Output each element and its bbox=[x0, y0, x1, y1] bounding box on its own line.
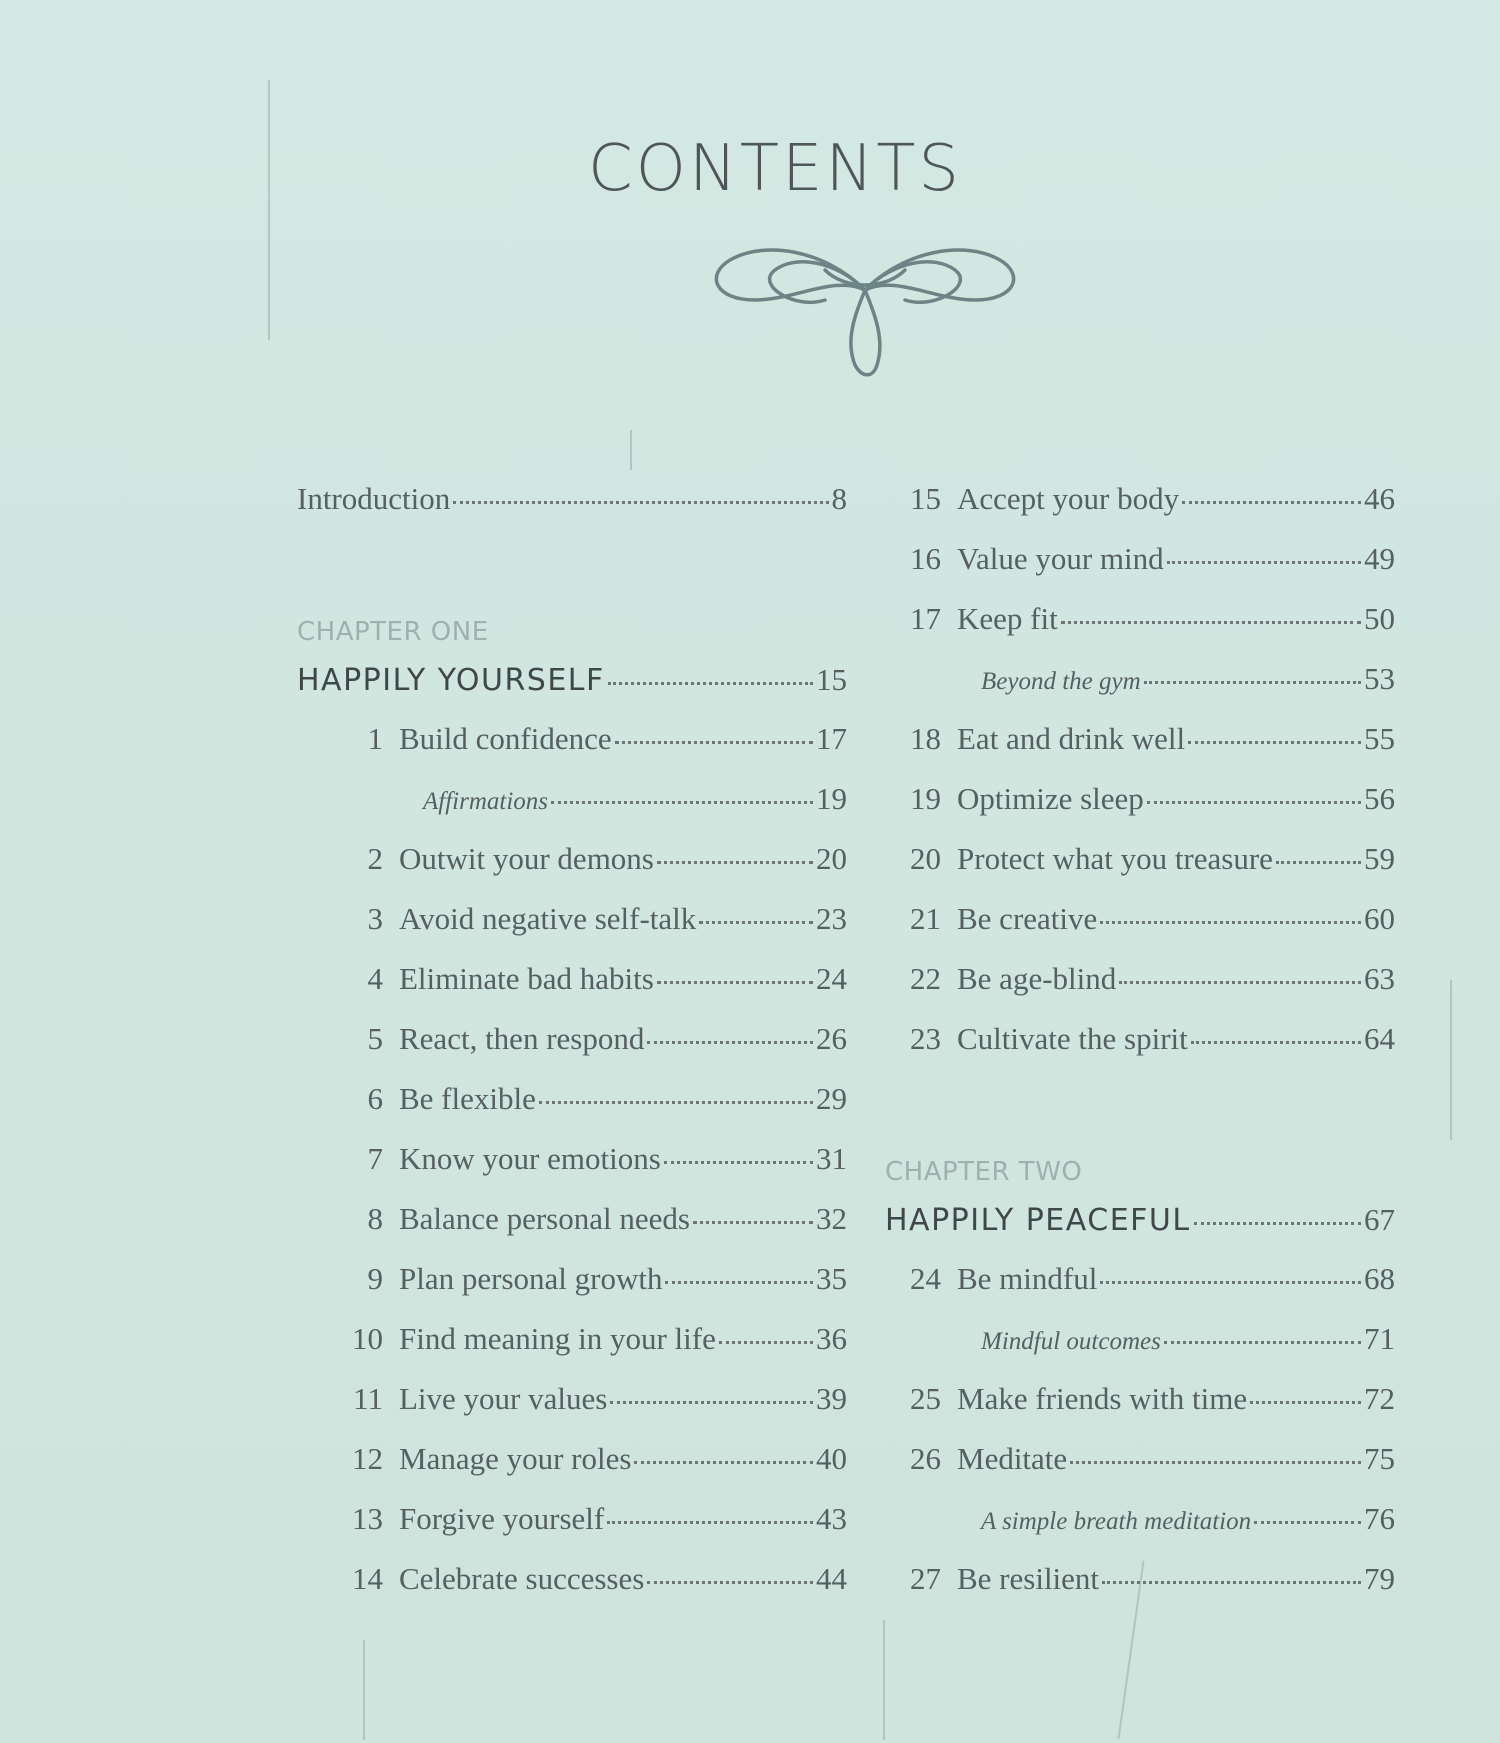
toc-entry[interactable] bbox=[885, 542, 1395, 602]
leader-dots bbox=[1182, 501, 1361, 504]
leader-dots bbox=[634, 1461, 813, 1464]
entry-label: Avoid negative self-talk bbox=[399, 901, 697, 936]
leader-dots bbox=[699, 921, 813, 924]
leader-dots bbox=[610, 1401, 813, 1404]
leader-dots bbox=[1250, 1401, 1361, 1404]
toc-entry[interactable] bbox=[327, 1322, 847, 1382]
toc-entry[interactable] bbox=[327, 1442, 847, 1502]
toc-entry[interactable] bbox=[885, 1022, 1395, 1082]
toc-subentry[interactable] bbox=[885, 662, 1395, 722]
entry-label: Beyond the gym bbox=[981, 668, 1141, 695]
entry-label: Cultivate the spirit bbox=[957, 1021, 1188, 1056]
entry-number: 15 bbox=[910, 481, 941, 516]
toc-subentry[interactable] bbox=[885, 1322, 1395, 1382]
entry-label: Protect what you treasure bbox=[957, 841, 1273, 876]
entry-page: 64 bbox=[1364, 1021, 1395, 1056]
entry-page: 71 bbox=[1364, 1321, 1395, 1356]
toc-entry[interactable] bbox=[327, 1382, 847, 1442]
leader-dots bbox=[1070, 1461, 1361, 1464]
entry-label: Build confidence bbox=[399, 721, 612, 756]
leader-dots bbox=[1100, 1281, 1361, 1284]
entry-label: Mindful outcomes bbox=[981, 1328, 1161, 1355]
toc-entry[interactable] bbox=[885, 1442, 1395, 1502]
leader-dots bbox=[1254, 1521, 1361, 1524]
entry-page: 79 bbox=[1364, 1561, 1395, 1596]
entry-page: 17 bbox=[816, 721, 847, 756]
leader-dots bbox=[1167, 561, 1361, 564]
entry-number: 18 bbox=[910, 721, 941, 756]
entry-label: Be flexible bbox=[399, 1081, 536, 1116]
chapter-title-label: HAPPILY YOURSELF bbox=[297, 663, 605, 698]
entry-label: Forgive yourself bbox=[399, 1501, 605, 1536]
entry-page: 20 bbox=[816, 841, 847, 876]
toc-entry[interactable] bbox=[327, 1262, 847, 1322]
entry-number: 5 bbox=[367, 1021, 383, 1056]
toc-entry[interactable] bbox=[327, 1022, 847, 1082]
page-title: CONTENTS bbox=[587, 132, 963, 206]
entry-number: 6 bbox=[367, 1081, 383, 1116]
toc-entry[interactable] bbox=[885, 1562, 1395, 1622]
entry-page: 46 bbox=[1364, 481, 1395, 516]
entry-label: Live your values bbox=[399, 1381, 608, 1416]
toc-entry[interactable] bbox=[885, 722, 1395, 782]
toc-entry[interactable] bbox=[327, 1082, 847, 1142]
entry-page: 44 bbox=[816, 1561, 847, 1596]
chapter-title-label: HAPPILY PEACEFUL bbox=[885, 1203, 1191, 1238]
entry-label: Optimize sleep bbox=[957, 781, 1144, 816]
toc-entry[interactable] bbox=[885, 842, 1395, 902]
entry-page: 29 bbox=[816, 1081, 847, 1116]
entry-page: 50 bbox=[1364, 601, 1395, 636]
toc-entry[interactable] bbox=[885, 902, 1395, 962]
leader-dots bbox=[1164, 1341, 1361, 1344]
entry-page: 53 bbox=[1364, 661, 1395, 696]
entry-number: 26 bbox=[910, 1441, 941, 1476]
entry-number: 3 bbox=[367, 901, 383, 936]
entry-page: 49 bbox=[1364, 541, 1395, 576]
entry-number: 13 bbox=[352, 1501, 383, 1536]
toc-entry-list bbox=[885, 482, 1395, 1082]
leader-dots bbox=[665, 1281, 813, 1284]
entry-label: Outwit your demons bbox=[399, 841, 654, 876]
entry-number: 1 bbox=[367, 721, 383, 756]
leader-dots bbox=[551, 801, 813, 804]
entry-label: Eat and drink well bbox=[957, 721, 1186, 756]
toc-entry[interactable] bbox=[885, 962, 1395, 1022]
entry-page: 76 bbox=[1364, 1501, 1395, 1536]
entry-label: Be age-blind bbox=[957, 961, 1117, 996]
entry-label: A simple breath meditation bbox=[981, 1508, 1252, 1535]
leader-dots bbox=[608, 682, 813, 685]
entry-number: 8 bbox=[367, 1201, 383, 1236]
entry-label: Know your emotions bbox=[399, 1141, 661, 1176]
chapter-two-title[interactable] bbox=[885, 1202, 1395, 1262]
entry-label: Find meaning in your life bbox=[399, 1321, 716, 1356]
entry-page: 31 bbox=[816, 1141, 847, 1176]
entry-number: 20 bbox=[910, 841, 941, 876]
entry-number: 25 bbox=[910, 1381, 941, 1416]
entry-label: Meditate bbox=[957, 1441, 1068, 1476]
entry-number: 9 bbox=[367, 1261, 383, 1296]
toc-entry[interactable] bbox=[327, 842, 847, 902]
toc-entry[interactable] bbox=[327, 1202, 847, 1262]
chapter-two-label: CHAPTER TWO bbox=[885, 1157, 1083, 1187]
leader-dots bbox=[1188, 741, 1361, 744]
leader-dots bbox=[647, 1581, 813, 1584]
leader-dots bbox=[693, 1221, 813, 1224]
leader-dots bbox=[647, 1041, 813, 1044]
leader-dots bbox=[1191, 1041, 1361, 1044]
flourish-ornament bbox=[705, 230, 1025, 380]
toc-entry[interactable] bbox=[885, 602, 1395, 662]
entry-label: Introduction bbox=[297, 481, 451, 516]
entry-page: 40 bbox=[816, 1441, 847, 1476]
leader-dots bbox=[1276, 861, 1361, 864]
entry-number: 24 bbox=[910, 1261, 941, 1296]
entry-number: 4 bbox=[367, 961, 383, 996]
entry-number: 10 bbox=[352, 1321, 383, 1356]
entry-label: Balance personal needs bbox=[399, 1201, 690, 1236]
toc-entry[interactable] bbox=[327, 962, 847, 1022]
entry-page: 19 bbox=[816, 781, 847, 816]
leader-dots bbox=[1194, 1222, 1361, 1225]
chapter-page: 15 bbox=[816, 662, 847, 697]
entry-number: 17 bbox=[910, 601, 941, 636]
leader-dots bbox=[657, 861, 813, 864]
entry-label: Eliminate bad habits bbox=[399, 961, 654, 996]
entry-label: Be resilient bbox=[957, 1561, 1100, 1596]
entry-page: 8 bbox=[831, 481, 847, 516]
entry-page: 39 bbox=[816, 1381, 847, 1416]
entry-number: 11 bbox=[353, 1381, 383, 1416]
entry-label: Be creative bbox=[957, 901, 1098, 936]
toc-entry[interactable] bbox=[885, 1262, 1395, 1322]
toc-entry[interactable] bbox=[885, 782, 1395, 842]
entry-page: 36 bbox=[816, 1321, 847, 1356]
chapter-one-label: CHAPTER ONE bbox=[297, 617, 489, 647]
entry-label: Keep fit bbox=[957, 601, 1058, 636]
entry-label: Plan personal growth bbox=[399, 1261, 663, 1296]
entry-number: 21 bbox=[910, 901, 941, 936]
leader-dots bbox=[1119, 981, 1361, 984]
toc-entry[interactable] bbox=[327, 902, 847, 962]
entry-label: Celebrate successes bbox=[399, 1561, 645, 1596]
entry-page: 68 bbox=[1364, 1261, 1395, 1296]
entry-label: React, then respond bbox=[399, 1021, 645, 1056]
entry-page: 55 bbox=[1364, 721, 1395, 756]
entry-label: Make friends with time bbox=[957, 1381, 1248, 1416]
entry-number: 7 bbox=[367, 1141, 383, 1176]
leader-dots bbox=[607, 1521, 813, 1524]
entry-label: Be mindful bbox=[957, 1261, 1098, 1296]
leader-dots bbox=[1144, 681, 1361, 684]
leader-dots bbox=[453, 501, 828, 504]
toc-right-column bbox=[885, 482, 1395, 1622]
leader-dots bbox=[1100, 921, 1361, 924]
chapter-page: 67 bbox=[1364, 1202, 1395, 1237]
leader-dots bbox=[615, 741, 813, 744]
chapter-one-title[interactable] bbox=[297, 662, 847, 722]
entry-label: Value your mind bbox=[957, 541, 1164, 576]
entry-number: 16 bbox=[910, 541, 941, 576]
entry-number: 12 bbox=[352, 1441, 383, 1476]
entry-page: 43 bbox=[816, 1501, 847, 1536]
leader-dots bbox=[1061, 621, 1361, 624]
toc-entry[interactable] bbox=[327, 1502, 847, 1562]
leader-dots bbox=[664, 1161, 813, 1164]
entry-label: Accept your body bbox=[957, 481, 1180, 516]
entry-label: Manage your roles bbox=[399, 1441, 632, 1476]
entry-page: 56 bbox=[1364, 781, 1395, 816]
toc-subentry[interactable] bbox=[885, 1502, 1395, 1562]
toc-entry[interactable] bbox=[327, 1142, 847, 1202]
entry-number: 14 bbox=[352, 1561, 383, 1596]
entry-page: 32 bbox=[816, 1201, 847, 1236]
leader-dots bbox=[539, 1101, 813, 1104]
toc-entry[interactable] bbox=[885, 1382, 1395, 1442]
entry-page: 23 bbox=[816, 901, 847, 936]
entry-number: 27 bbox=[910, 1561, 941, 1596]
toc-entry-list bbox=[327, 722, 847, 1622]
entry-number: 2 bbox=[367, 841, 383, 876]
entry-page: 75 bbox=[1364, 1441, 1395, 1476]
toc-entry[interactable] bbox=[885, 482, 1395, 542]
entry-page: 24 bbox=[816, 961, 847, 996]
entry-page: 63 bbox=[1364, 961, 1395, 996]
entry-number: 23 bbox=[910, 1021, 941, 1056]
toc-entry[interactable] bbox=[327, 1562, 847, 1622]
leader-dots bbox=[657, 981, 813, 984]
entry-page: 60 bbox=[1364, 901, 1395, 936]
leader-dots bbox=[719, 1341, 813, 1344]
entry-number: 19 bbox=[910, 781, 941, 816]
leader-dots bbox=[1147, 801, 1361, 804]
entry-page: 59 bbox=[1364, 841, 1395, 876]
toc-entry-list bbox=[885, 1262, 1395, 1622]
entry-number: 22 bbox=[910, 961, 941, 996]
entry-label: Affirmations bbox=[423, 788, 549, 815]
toc-entry-introduction[interactable] bbox=[297, 482, 847, 542]
entry-page: 26 bbox=[816, 1021, 847, 1056]
entry-page: 72 bbox=[1364, 1381, 1395, 1416]
toc-entry[interactable] bbox=[327, 722, 847, 782]
toc-left-column bbox=[297, 481, 847, 1622]
entry-page: 35 bbox=[816, 1261, 847, 1296]
leader-dots bbox=[1102, 1581, 1361, 1584]
toc-subentry[interactable] bbox=[327, 782, 847, 842]
